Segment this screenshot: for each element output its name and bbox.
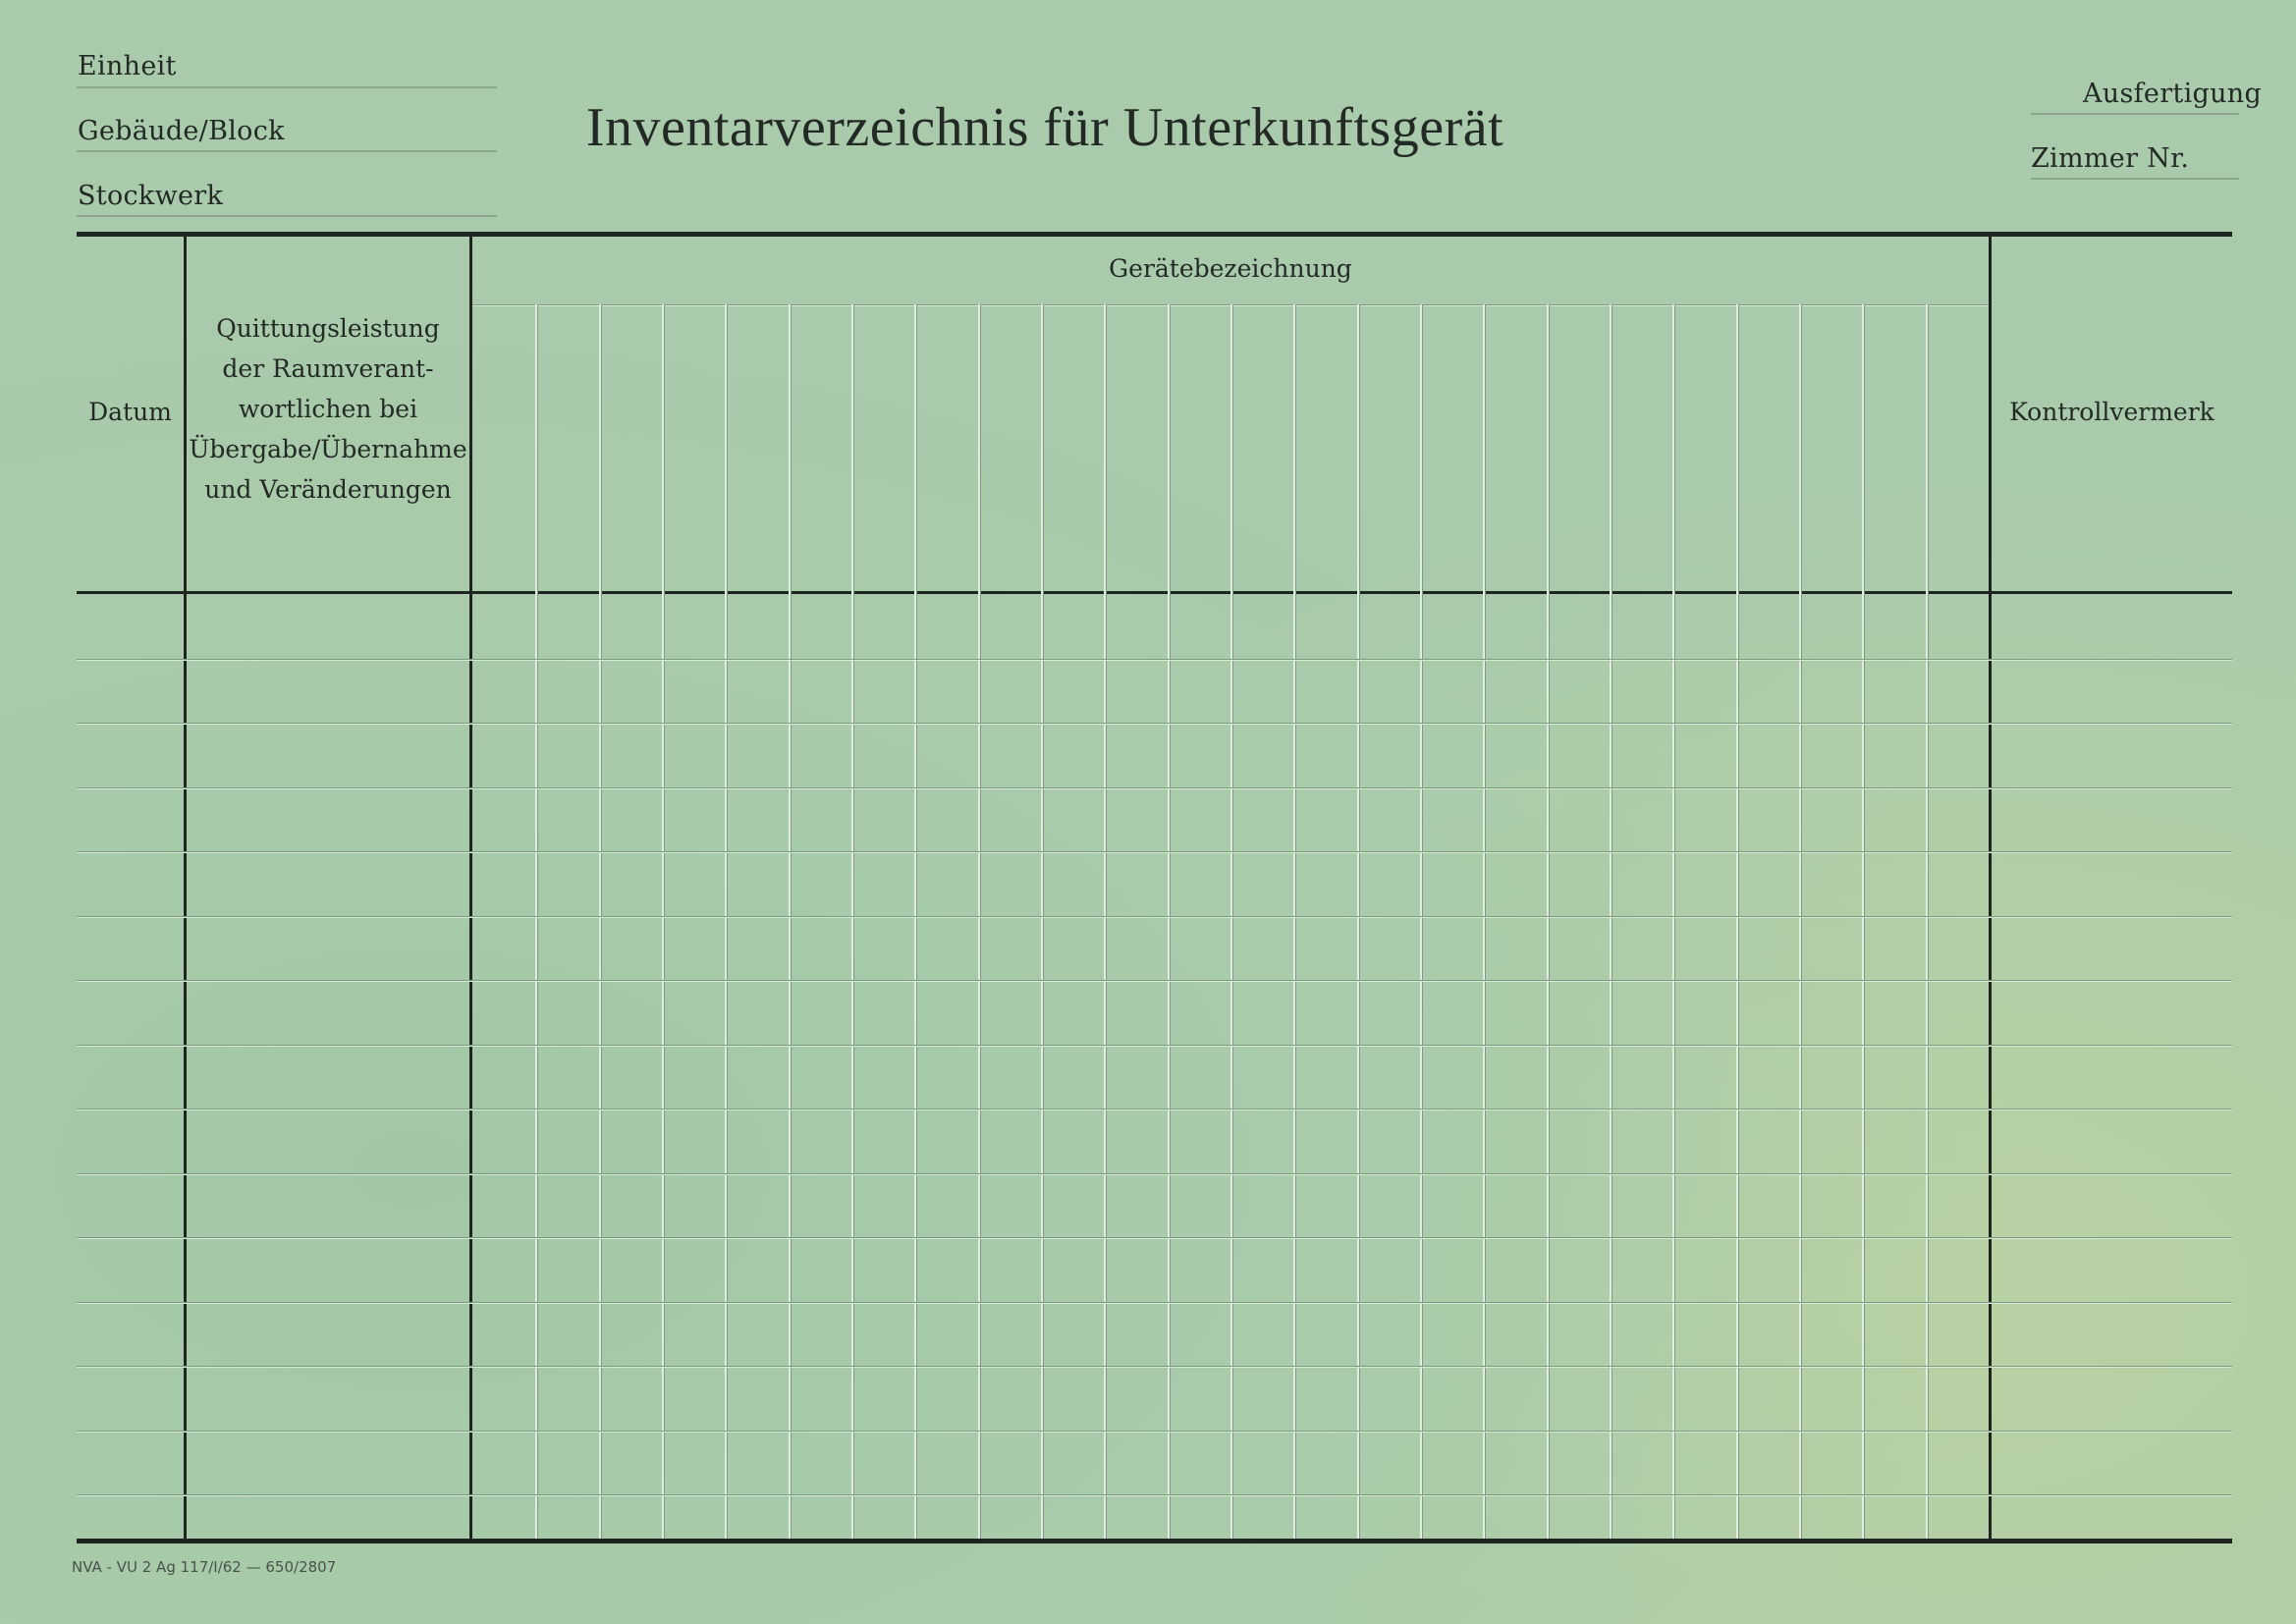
entry-row-rule <box>77 1366 2232 1367</box>
col-header-kontrollvermerk: Kontrollvermerk <box>2009 398 2214 426</box>
entry-row-rule <box>77 723 2232 724</box>
device-column-divider <box>1230 304 1232 1539</box>
device-column-divider <box>1293 304 1295 1539</box>
field-label-zimmer-nr: Zimmer Nr. <box>2031 143 2190 174</box>
table-bottom-rule <box>77 1539 2232 1543</box>
device-column-divider <box>914 304 916 1539</box>
quittung-line-4: Übergabe/Übernahme <box>189 435 467 463</box>
field-label-einheit: Einheit <box>78 51 177 81</box>
table-top-rule <box>77 232 2232 237</box>
device-column-divider <box>1168 304 1170 1539</box>
entry-row-rule <box>77 787 2232 788</box>
field-label-gebaeude-block: Gebäude/Block <box>78 116 285 146</box>
quittung-line-2: der Raumverant- <box>222 354 434 383</box>
quittung-line-3: wortlichen bei <box>238 395 418 423</box>
field-line-ausfertigung[interactable] <box>2031 113 2239 115</box>
entry-row-rule <box>77 851 2232 852</box>
device-column-divider <box>725 304 727 1539</box>
device-column-divider <box>1041 304 1043 1539</box>
header-bottom-rule <box>77 591 2232 594</box>
field-label-ausfertigung: Ausfertigung <box>2083 79 2263 109</box>
device-column-divider <box>535 304 537 1539</box>
device-column-divider <box>1610 304 1612 1539</box>
col-header-quittung <box>187 308 469 510</box>
device-column-divider <box>1799 304 1801 1539</box>
device-column-divider <box>851 304 853 1539</box>
device-column-divider <box>1736 304 1738 1539</box>
device-column-divider <box>662 304 664 1539</box>
entry-row-rule <box>77 1045 2232 1046</box>
col-header-datum: Datum <box>88 398 172 426</box>
form-title: Inventarverzeichnis für Unterkunftsgerät <box>585 97 1504 158</box>
device-column-divider <box>1104 304 1106 1539</box>
device-column-divider <box>1547 304 1549 1539</box>
entry-row-rule <box>77 1302 2232 1303</box>
entry-row-rule <box>77 659 2232 660</box>
quittung-line-1: Quittungsleistung <box>216 314 440 343</box>
quittung-line-5: und Veränderungen <box>204 475 452 504</box>
device-column-divider <box>1672 304 1674 1539</box>
device-column-divider <box>789 304 791 1539</box>
entry-row-rule <box>77 1431 2232 1432</box>
entry-row-rule <box>77 980 2232 981</box>
device-column-divider <box>978 304 980 1539</box>
field-line-einheit[interactable] <box>77 86 497 88</box>
divider-quittung <box>469 232 472 1539</box>
device-column-divider <box>1357 304 1359 1539</box>
device-column-divider <box>1862 304 1864 1539</box>
device-column-divider <box>1420 304 1422 1539</box>
device-column-divider <box>599 304 601 1539</box>
entry-row-rule <box>77 916 2232 917</box>
entry-row-rule <box>77 1173 2232 1174</box>
inventory-table <box>77 232 2232 1543</box>
device-column-divider <box>1926 304 1928 1539</box>
entry-row-rule <box>77 1237 2232 1238</box>
field-line-zimmer-nr[interactable] <box>2031 178 2239 180</box>
field-label-stockwerk: Stockwerk <box>78 181 224 211</box>
col-header-geraetebezeichnung: Gerätebezeichnung <box>1109 254 1352 283</box>
entry-row-rule <box>77 1494 2232 1495</box>
device-column-divider <box>1483 304 1485 1539</box>
entry-row-rule <box>77 1109 2232 1110</box>
field-line-stockwerk[interactable] <box>77 215 497 217</box>
form-code: NVA - VU 2 Ag 117/I/62 — 650/2807 <box>72 1558 337 1576</box>
